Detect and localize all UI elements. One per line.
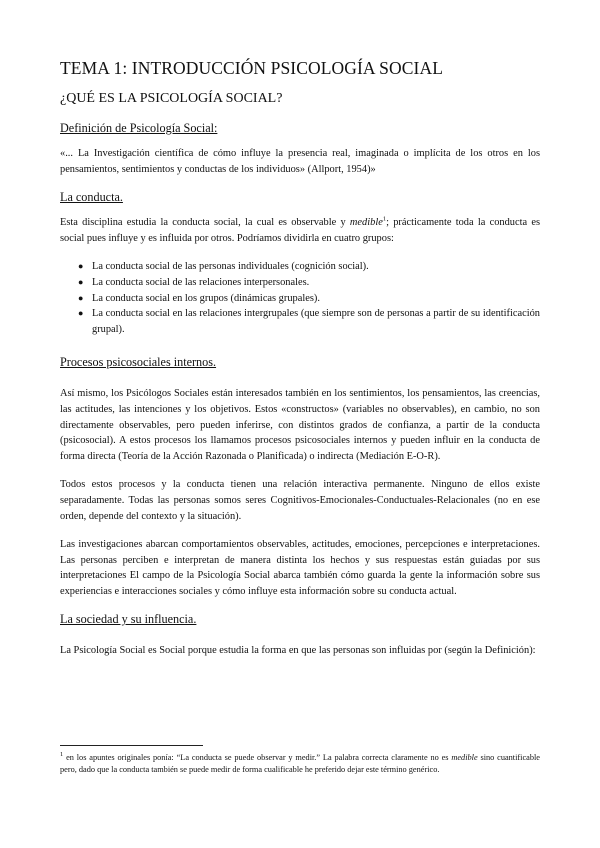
document-body xyxy=(60,58,540,672)
conducta-intro-part2: ; prácticamente toda la conducta es social pues influye y es influida por otros. Podríamos dividirla en cuatro grupos: xyxy=(60,217,541,244)
heading-sociedad: La sociedad y su influencia. xyxy=(60,612,197,627)
list-item-text: La conducta social en las relaciones intergrupales (que siempre son de personas a partir de su identificación grupal). xyxy=(92,308,540,335)
list-item xyxy=(78,291,540,307)
footnote-divider xyxy=(60,745,203,746)
conducta-intro xyxy=(60,215,540,246)
procesos-paragraph-1: Así mismo, los Psicólogos Sociales están interesados también en los sentimientos, los pensamientos, las creencias, las actitudes, las intenciones y los objetivos. Estos «constructos» (variables no observables), en cambio, no son directamente observables, pero pueden inferirse, con distintos grados de confianza, a partir de la conducta (psicosocial). A estos procesos los llamamos procesos psicosociales internos y pueden influir en la conducta de forma directa (Teoría de la Acción Razonada o Planificada) o indirecta (Mediación E-O-R). xyxy=(60,388,540,462)
sociedad-paragraph-1: La Psicología Social es Social porque estudia la forma en que las personas son influidas por (según la Definición): xyxy=(60,645,536,657)
footnote-number: 1 xyxy=(60,751,64,759)
list-item-text: La conducta social en los grupos (dinámicas grupales). xyxy=(92,292,320,304)
bullet-icon: ● xyxy=(78,276,84,287)
procesos-paragraph-3: Las investigaciones abarcan comportamientos observables, actitudes, emociones, percepciones e interpretaciones. Las personas perciben e interpretan de manera distinta los hechos y sus respuestas están guiadas por sus interpretaciones El campo de la Psicología Social abarca también cómo guarda la gente la información sobre sus experiencias e interacciones sociales y cómo influye esta información sobre su conducta actual. xyxy=(60,539,540,597)
footnote-emphasis: medible xyxy=(451,753,478,762)
list-item xyxy=(78,306,540,337)
heading-definicion: Definición de Psicología Social: xyxy=(60,121,218,135)
conducta-intro-emphasis: medible xyxy=(349,217,383,229)
footnote-text-part2: sino cuantificable pero, dado que la conducta también se puede medir de forma cualificable he preferido dejar este término genérico. xyxy=(60,753,540,775)
page-title: TEMA 1: INTRODUCCIÓN PSICOLOGÍA SOCIAL xyxy=(60,58,443,78)
heading-procesos: Procesos psicosociales internos. xyxy=(60,355,217,370)
heading-conducta: La conducta. xyxy=(60,190,123,205)
list-item-text: La conducta social de las relaciones interpersonales. xyxy=(92,276,310,288)
list-item xyxy=(78,275,540,291)
bullet-icon: ● xyxy=(78,308,84,319)
bullet-icon: ● xyxy=(78,292,84,303)
list-item-text: La conducta social de las personas individuales (cognición social). xyxy=(92,261,369,273)
procesos-paragraph-2: Todos estos procesos y la conducta tienen una relación interactiva permanente. Ninguno de ellos existe separadamente. Todas las personas somos seres Cognitivos-Emocionales-Conductuales-Relacionales (no en ese orden, depende del contexto y la situación). xyxy=(60,479,540,522)
conducta-list xyxy=(60,259,540,337)
section-question: ¿QUÉ ES LA PSICOLOGÍA SOCIAL? xyxy=(60,91,283,106)
list-item xyxy=(78,259,540,275)
bullet-icon: ● xyxy=(78,261,84,272)
definition-quote: «... La Investigación científica de cómo influye la presencia real, imaginada o implícita de los otros en los pensamientos, sentimientos y conductas de los individuos» (Allport, 1954)» xyxy=(60,148,540,175)
footnote-text-part1: en los apuntes originales ponía: “La conducta se puede observar y medir.” La palabra correcta claramente no es xyxy=(63,753,452,762)
footnote-reference: 1 xyxy=(382,215,387,223)
footnote xyxy=(60,752,540,777)
conducta-intro-part1: Esta disciplina estudia la conducta social, la cual es observable y xyxy=(60,217,350,229)
